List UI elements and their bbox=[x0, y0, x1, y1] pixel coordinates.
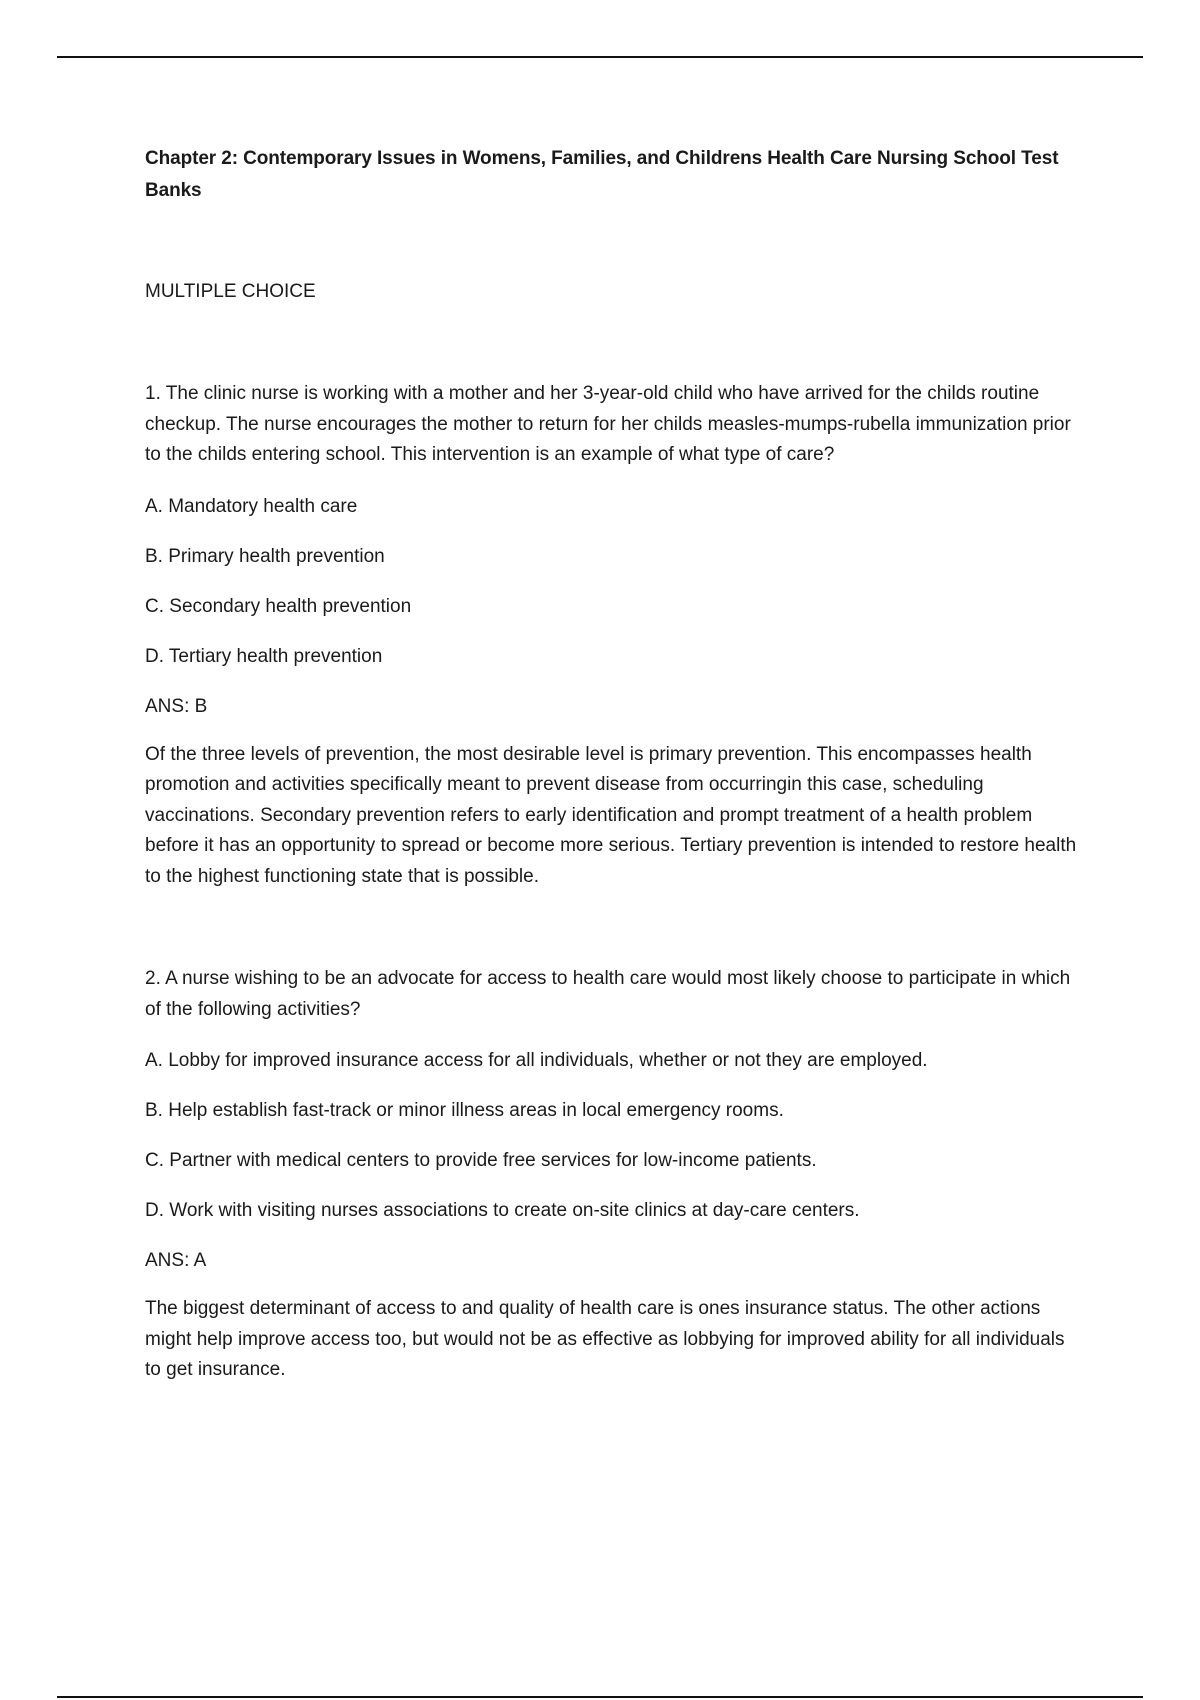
document-body bbox=[145, 143, 1085, 1386]
option-c: C. Partner with medical centers to provide free services for low-income patients. bbox=[145, 1150, 817, 1171]
option-list bbox=[145, 1046, 1085, 1226]
question-block-2 bbox=[145, 964, 1085, 1386]
option-b: B. Primary health prevention bbox=[145, 545, 385, 567]
rationale-text: The biggest determinant of access to and quality of health care is ones insurance status. The other actions might help improve access too, but would not be as effective as lobbying for improved ability for all individuals to get insurance. bbox=[145, 1298, 1065, 1380]
answer-key: ANS: B bbox=[145, 695, 208, 717]
rationale-text: Of the three levels of prevention, the most desirable level is primary prevention. This encompasses health promotion and activities specifically meant to prevent disease from occurringin this case, scheduling vaccinations. Secondary prevention refers to early identification and prompt treatment of a health problem before it has an opportunity to spread or become more serious. Tertiary prevention is intended to restore health to the highest functioning state that is possible. bbox=[145, 743, 1077, 887]
option-a: A. Lobby for improved insurance access for all individuals, whether or not they are employed. bbox=[145, 1050, 928, 1071]
page-title: Chapter 2: Contemporary Issues in Womens, Families, and Childrens Health Care Nursing School Test Banks bbox=[145, 148, 1059, 201]
option-d: D. Work with visiting nurses associations to create on-site clinics at day-care centers. bbox=[145, 1200, 860, 1221]
option-list bbox=[145, 492, 1085, 672]
footer-rule bbox=[57, 1696, 1143, 1698]
question-block-1 bbox=[145, 379, 1085, 892]
section-label: MULTIPLE CHOICE bbox=[145, 281, 316, 302]
option-b: B. Help establish fast-track or minor illness areas in local emergency rooms. bbox=[145, 1100, 784, 1121]
header-rule bbox=[57, 56, 1143, 58]
question-stem: 1. The clinic nurse is working with a mother and her 3-year-old child who have arrived for the childs routine checkup. The nurse encourages the mother to return for her childs measles-mumps-rubella immunization prior to the childs entering school. This intervention is an example of what type of care? bbox=[145, 383, 1071, 465]
question-stem: 2. A nurse wishing to be an advocate for access to health care would most likely choose to participate in which of the following activities? bbox=[145, 968, 1071, 1020]
option-a: A. Mandatory health care bbox=[145, 495, 358, 517]
answer-key: ANS: A bbox=[145, 1250, 207, 1271]
option-c: C. Secondary health prevention bbox=[145, 595, 412, 617]
option-d: D. Tertiary health prevention bbox=[145, 645, 383, 667]
